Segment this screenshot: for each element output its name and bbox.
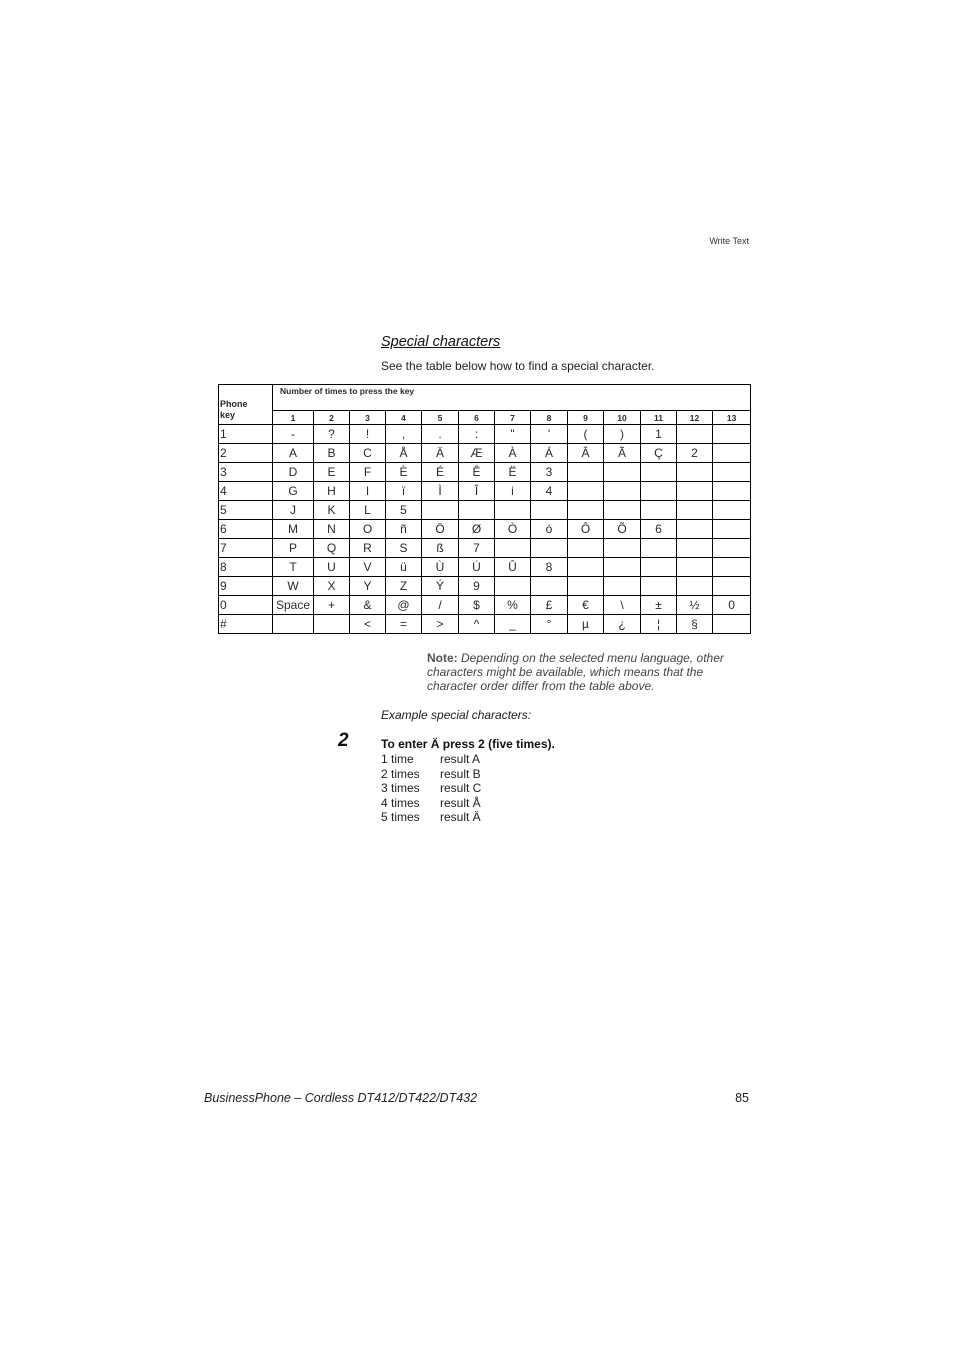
phone-key-cell: 2 [219,444,273,463]
character-cell: K [314,501,350,520]
step-number: 2 [338,730,349,751]
character-cell: Ã [604,444,641,463]
result-row [381,781,481,796]
character-cell [568,558,604,577]
character-cell: Â [568,444,604,463]
times-label: 3 times [381,781,420,795]
character-cell [604,463,641,482]
character-cell: 9 [459,577,495,596]
character-cell [604,501,641,520]
character-cell: F [350,463,386,482]
character-cell: S [386,539,422,558]
press-count-cell: 2 [314,411,350,425]
character-cell: J [273,501,314,520]
character-cell [641,501,677,520]
character-cell: ) [604,425,641,444]
table-row [219,596,751,615]
example-label: Example special characters: [381,708,532,722]
character-cell [604,577,641,596]
press-count-cell: 11 [641,411,677,425]
press-count-cell: 5 [422,411,459,425]
result-row [381,767,481,782]
character-cell [568,577,604,596]
character-cell: & [350,596,386,615]
character-cell: V [350,558,386,577]
table-body [219,425,751,634]
character-cell: R [350,539,386,558]
character-cell [677,482,713,501]
character-cell [713,501,751,520]
press-count-cell: 12 [677,411,713,425]
character-cell [713,444,751,463]
result-label: result A [440,752,481,766]
character-cell: ' [531,425,568,444]
character-cell: 5 [386,501,422,520]
character-cell [713,577,751,596]
press-count-cell: 10 [604,411,641,425]
character-cell [677,501,713,520]
table-row [219,425,751,444]
character-cell: @ [386,596,422,615]
character-cell: ? [314,425,350,444]
result-label: result C [440,781,482,795]
character-cell [273,615,314,634]
character-cell: \ [604,596,641,615]
character-cell [677,558,713,577]
character-cell [531,501,568,520]
character-cell: Ì [422,482,459,501]
character-cell [713,482,751,501]
character-cell: W [273,577,314,596]
character-cell: , [386,425,422,444]
character-cell: / [422,596,459,615]
phone-key-header: Phone key [219,385,273,425]
character-cell [495,577,531,596]
character-cell [531,577,568,596]
character-cell: " [495,425,531,444]
result-list [381,752,481,825]
character-cell [677,539,713,558]
table-row [219,482,751,501]
press-count-cell: 1 [273,411,314,425]
character-cell: Ö [422,520,459,539]
character-cell [713,463,751,482]
phone-key-cell: 0 [219,596,273,615]
character-cell [568,482,604,501]
character-cell [604,558,641,577]
character-cell: € [568,596,604,615]
press-count-cell: 8 [531,411,568,425]
press-count-cell: 13 [713,411,751,425]
character-cell: X [314,577,350,596]
character-cell: ï [386,482,422,501]
character-cell [604,482,641,501]
note [427,651,757,693]
character-cell: 0 [713,596,751,615]
character-cell [459,501,495,520]
character-cell: ü [386,558,422,577]
result-label: result Å [440,795,481,810]
character-cell: Ô [568,520,604,539]
character-cell: ± [641,596,677,615]
character-cell [314,615,350,634]
character-cell [531,539,568,558]
result-row [381,796,481,811]
result-label: result B [440,766,481,781]
character-cell: + [314,596,350,615]
note-line: character order differ from the table above. [427,679,655,693]
character-cell [568,539,604,558]
character-cell: < [350,615,386,634]
page-number: 85 [735,1091,749,1105]
press-count-cell: 9 [568,411,604,425]
character-cell: Á [531,444,568,463]
character-cell [713,425,751,444]
character-cell [677,425,713,444]
character-cell: 2 [677,444,713,463]
section-title: Special characters [381,334,501,350]
character-cell [713,558,751,577]
character-cell: Ý [422,577,459,596]
character-cell [422,501,459,520]
character-cell: Z [386,577,422,596]
character-cell [713,615,751,634]
phone-key-cell: 6 [219,520,273,539]
character-cell: 3 [531,463,568,482]
character-cell: N [314,520,350,539]
phone-key-cell: 5 [219,501,273,520]
intro-text: See the table below how to find a special character. [381,359,655,373]
running-head: Write Text [709,236,749,246]
character-cell: A [273,444,314,463]
times-label: 1 time [381,752,414,766]
result-row [381,810,481,825]
character-cell: > [422,615,459,634]
character-cell: - [273,425,314,444]
character-cell: Ê [459,463,495,482]
phone-key-cell: 7 [219,539,273,558]
phone-key-cell: 9 [219,577,273,596]
press-count-header: Number of times to press the key [273,385,751,411]
character-cell: P [273,539,314,558]
phone-key-cell: 8 [219,558,273,577]
press-count-row [219,411,751,425]
character-cell: Û [495,558,531,577]
character-cell: T [273,558,314,577]
press-count-cell: 6 [459,411,495,425]
character-cell: G [273,482,314,501]
character-cell [641,463,677,482]
character-cell: µ [568,615,604,634]
character-cell: Ä [422,444,459,463]
character-cell: Å [386,444,422,463]
character-cell: D [273,463,314,482]
character-cell: Y [350,577,386,596]
character-cell: Ú [459,558,495,577]
character-cell: H [314,482,350,501]
character-cell: 7 [459,539,495,558]
note-line: Depending on the selected menu language, other [461,651,724,665]
character-cell: = [386,615,422,634]
character-cell: 6 [641,520,677,539]
character-cell [495,501,531,520]
character-cell: 4 [531,482,568,501]
special-characters-table [218,384,751,634]
note-line: characters might be available, which means that the [427,665,704,679]
character-cell: ( [568,425,604,444]
phone-key-cell: 1 [219,425,273,444]
phone-key-cell: # [219,615,273,634]
table-row [219,577,751,596]
character-cell: £ [531,596,568,615]
character-cell [604,539,641,558]
character-cell: Space [273,596,314,615]
press-count-cell: 4 [386,411,422,425]
character-cell: 8 [531,558,568,577]
character-cell: M [273,520,314,539]
character-cell: O [350,520,386,539]
table-row [219,520,751,539]
character-cell: ^ [459,615,495,634]
times-label: 2 times [381,766,420,781]
character-cell: % [495,596,531,615]
result-label: result Ä [440,810,481,824]
character-cell: ñ [386,520,422,539]
character-cell: Q [314,539,350,558]
character-cell: $ [459,596,495,615]
phone-key-cell: 4 [219,482,273,501]
character-cell: ¦ [641,615,677,634]
character-cell: Æ [459,444,495,463]
character-cell: I [350,482,386,501]
character-cell: À [495,444,531,463]
character-cell: : [459,425,495,444]
footer-product-title: BusinessPhone – Cordless DT412/DT422/DT432 [204,1091,478,1105]
note-label: Note: [427,651,458,665]
character-cell: L [350,501,386,520]
character-cell: ó [531,520,568,539]
character-cell: Ë [495,463,531,482]
character-cell [641,577,677,596]
times-label: 5 times [381,810,420,824]
character-cell: Ç [641,444,677,463]
character-cell [568,501,604,520]
character-cell: È [386,463,422,482]
character-cell: Ù [422,558,459,577]
table-row [219,539,751,558]
character-cell: C [350,444,386,463]
character-cell: U [314,558,350,577]
press-count-cell: 3 [350,411,386,425]
character-cell [677,520,713,539]
character-cell: Õ [604,520,641,539]
character-cell: _ [495,615,531,634]
press-count-cell: 7 [495,411,531,425]
character-cell: i [495,482,531,501]
character-cell: ½ [677,596,713,615]
table-row [219,444,751,463]
character-cell: Ò [495,520,531,539]
character-cell [495,539,531,558]
character-cell: Ø [459,520,495,539]
table-row [219,558,751,577]
character-cell [641,539,677,558]
character-cell [713,520,751,539]
character-cell [568,463,604,482]
character-cell: . [422,425,459,444]
table-row [219,501,751,520]
character-cell [641,482,677,501]
character-cell: E [314,463,350,482]
character-cell: ß [422,539,459,558]
character-cell [713,539,751,558]
character-cell: ¿ [604,615,641,634]
character-cell: § [677,615,713,634]
table-row [219,463,751,482]
character-cell [641,558,677,577]
character-cell: ° [531,615,568,634]
step-title: To enter Ä press 2 (five times). [381,737,555,751]
table-row [219,615,751,634]
character-cell: ! [350,425,386,444]
character-cell [677,463,713,482]
character-cell: B [314,444,350,463]
times-label: 4 times [381,795,420,810]
character-cell: É [422,463,459,482]
character-cell [677,577,713,596]
phone-key-cell: 3 [219,463,273,482]
character-cell: Î [459,482,495,501]
character-cell: 1 [641,425,677,444]
result-row [381,752,481,767]
